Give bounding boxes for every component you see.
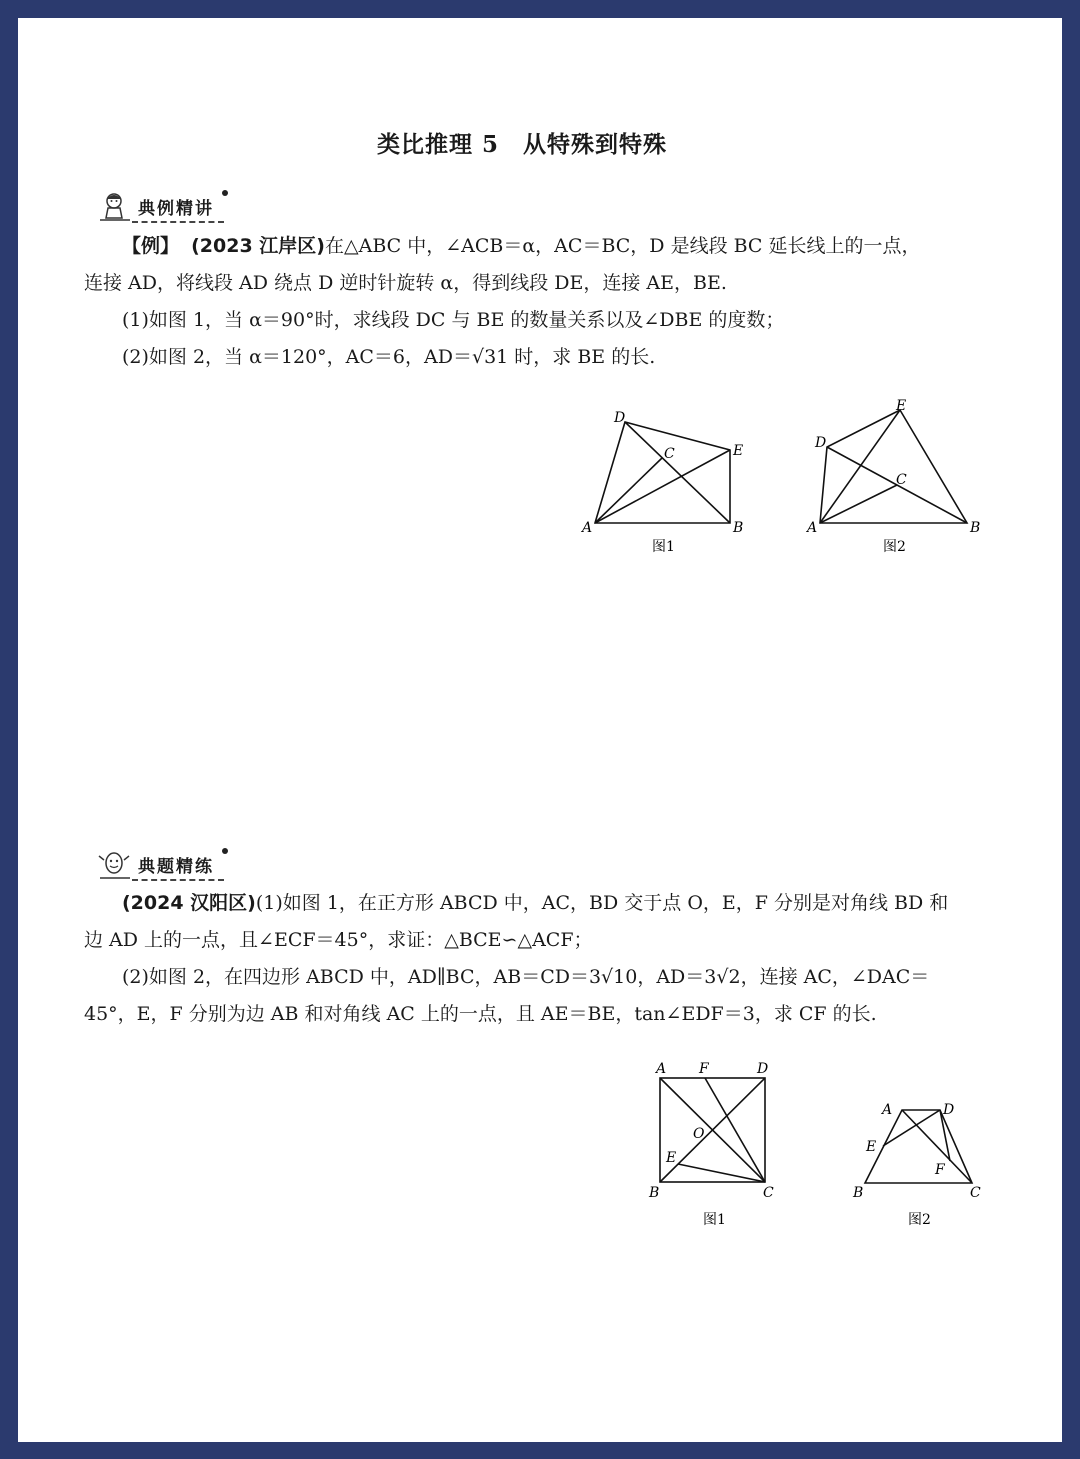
example-tag: 【例】: [122, 235, 180, 257]
example-question-2: (2)如图 2，当 α＝120°，AC＝6，AD＝√31 时，求 BE 的长.: [122, 346, 656, 368]
figure-caption: 图1: [652, 539, 675, 555]
label-c: C: [970, 1185, 981, 1201]
example-banner-label: 典例精讲: [132, 192, 224, 223]
practice-figure-1: [645, 1058, 785, 1233]
practice-line-1: (1)如图 1，在正方形 ABCD 中，AC，BD 交于点 O，E，F 分别是对角线 BD 和: [255, 892, 949, 914]
practice-banner-label: 典题精练: [132, 850, 224, 881]
label-c: C: [763, 1185, 774, 1201]
practice-source: (2024 汉阳区): [122, 892, 256, 914]
example-figure-1: [580, 405, 755, 565]
segment-ce: [678, 1164, 765, 1182]
teacher-mascot-icon: [98, 192, 132, 222]
example-line-1: 在△ABC 中，∠ACB＝α，AC＝BC，D 是线段 BC 延长线上的一点，: [324, 235, 921, 257]
label-a: A: [656, 1061, 667, 1077]
example-banner: [98, 192, 224, 222]
example-figure-2: [805, 395, 990, 565]
label-e: E: [666, 1150, 677, 1166]
practice-line-2: 边 AD 上的一点，且∠ECF＝45°，求证：△BCE∽△ACF；: [84, 929, 593, 951]
segment-cf: [705, 1078, 765, 1182]
label-e: E: [896, 398, 907, 414]
page-title: 类比推理 5 从特殊到特殊: [376, 131, 667, 158]
label-b: B: [733, 520, 744, 536]
label-f: F: [699, 1061, 709, 1077]
figure-caption: 图2: [908, 1212, 931, 1228]
practice-line-4: 45°，E，F 分别为边 AB 和对角线 AC 上的一点，且 AE＝BE，tan∠EDF＝3，求 CF 的长.: [84, 1003, 877, 1025]
practice-figure-2: [850, 1098, 990, 1233]
trapezoid-abcd: [865, 1110, 972, 1183]
example-question-1: (1)如图 1，当 α＝90°时，求线段 DC 与 BE 的数量关系以及∠DBE 的度数；: [122, 309, 785, 331]
label-d: D: [757, 1061, 769, 1077]
figure-caption: 图1: [703, 1212, 726, 1228]
label-d: D: [943, 1102, 955, 1118]
label-a: A: [807, 520, 818, 536]
label-c: C: [664, 446, 675, 462]
label-d: D: [614, 410, 626, 426]
segment-ac: [820, 485, 897, 523]
example-problem: [84, 228, 984, 376]
segment-db: [625, 422, 730, 523]
label-b: B: [853, 1185, 864, 1201]
figure-caption: 图2: [883, 539, 906, 555]
practice-banner: [98, 850, 224, 880]
quad-adeb: [595, 422, 730, 523]
label-a: A: [882, 1102, 893, 1118]
label-o: O: [693, 1126, 705, 1142]
practice-line-3: (2)如图 2，在四边形 ABCD 中，AD∥BC，AB＝CD＝3√10，AD＝3√2，连接 AC，∠DAC＝: [122, 966, 930, 988]
example-source: (2023 江岸区): [191, 235, 325, 257]
quad-adeb: [820, 410, 967, 523]
label-b: B: [649, 1185, 660, 1201]
label-a: A: [582, 520, 593, 536]
label-e: E: [733, 443, 744, 459]
example-line-2: 连接 AD，将线段 AD 绕点 D 逆时针旋转 α，得到线段 DE，连接 AE，BE.: [84, 272, 727, 294]
label-d: D: [815, 435, 827, 451]
label-c: C: [896, 472, 907, 488]
label-b: B: [970, 520, 981, 536]
segment-ae: [595, 450, 730, 523]
egg-mascot-icon: [98, 850, 132, 880]
segment-ae: [820, 410, 900, 523]
label-e: E: [866, 1139, 877, 1155]
practice-problem: [84, 885, 984, 1033]
label-f: F: [935, 1162, 945, 1178]
